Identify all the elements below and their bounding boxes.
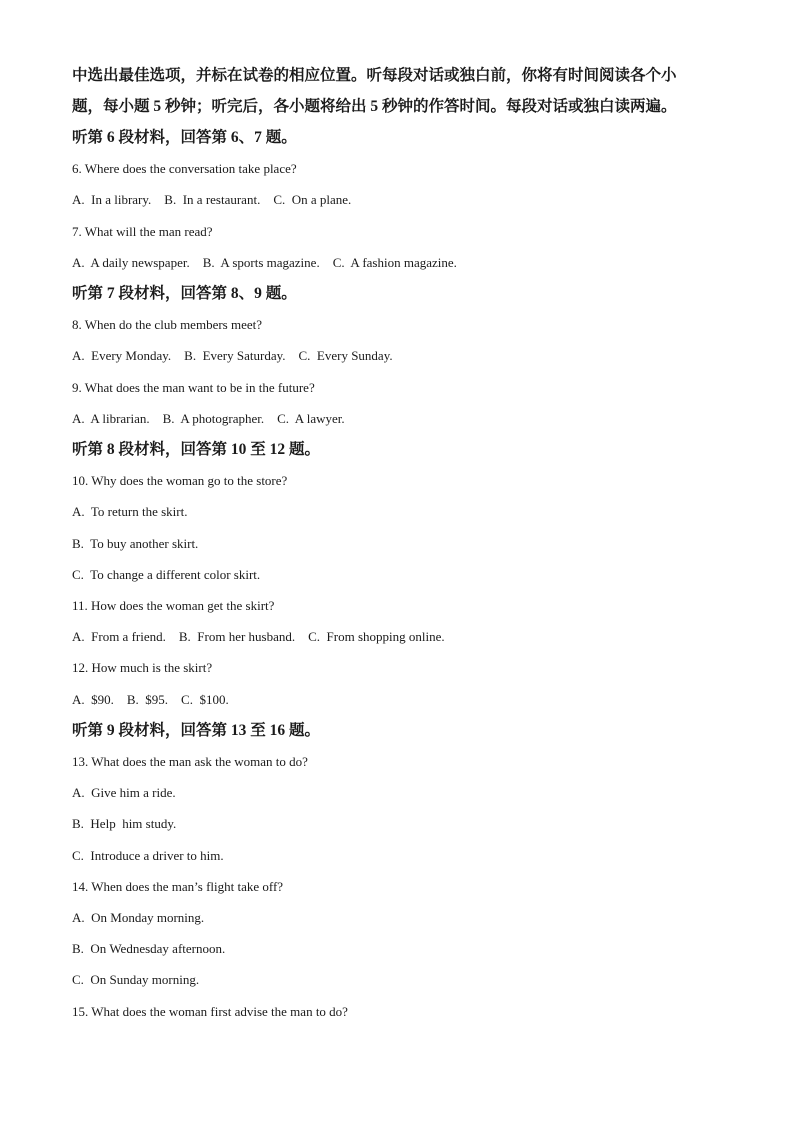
- question-6: 6. Where does the conversation take place?: [72, 161, 297, 177]
- section-heading: 听第 7 段材料，回答第 8、9 题。: [72, 285, 297, 303]
- option-10-c: C. To change a different color skirt.: [72, 566, 261, 582]
- section-heading: 听第 6 段材料，回答第 6、7 题。: [72, 129, 297, 146]
- question-13: 13. What does the man ask the woman to do?: [72, 754, 308, 770]
- option-14-b: B. On Wednesday afternoon.: [72, 941, 226, 957]
- section-heading: 听第 9 段材料，回答第 13 至 16 题。: [72, 721, 321, 739]
- options-9: A. A librarian. B. A photographer. C. A lawyer.: [72, 410, 345, 426]
- option-14-c: C. On Sunday morning.: [72, 972, 200, 988]
- instructions-line-1: 中选出最佳选项，并标在试卷的相应位置。听每段对话或独白前，你将有时间阅读各个小: [72, 67, 677, 84]
- options-8: A. Every Monday. B. Every Saturday. C. Every Sunday.: [72, 348, 393, 364]
- options-11: A. From a friend. B. From her husband. C. From shopping online.: [72, 629, 445, 645]
- option-13-a: A. Give him a ride.: [72, 785, 176, 801]
- question-7: 7. What will the man read?: [72, 223, 213, 239]
- question-9: 9. What does the man want to be in the future?: [72, 379, 315, 395]
- exam-page: [72, 60, 732, 1027]
- options-12: A. $90. B. $95. C. $100.: [72, 691, 229, 707]
- option-10-a: A. To return the skirt.: [72, 504, 188, 520]
- option-13-c: C. Introduce a driver to him.: [72, 847, 224, 863]
- question-8: 8. When do the club members meet?: [72, 317, 263, 333]
- question-11: 11. How does the woman get the skirt?: [72, 598, 275, 614]
- options-6: A. In a library. B. In a restaurant. C. On a plane.: [72, 192, 352, 208]
- option-14-a: A. On Monday morning.: [72, 910, 205, 926]
- option-13-b: B. Help him study.: [72, 816, 177, 832]
- instructions-line-2: 题，每小题 5 秒钟；听完后，各小题将给出 5 秒钟的作答时间。每段对话或独白读两遍。: [72, 98, 677, 115]
- question-15: 15. What does the woman first advise the man to do?: [72, 1003, 348, 1019]
- question-10: 10. Why does the woman go to the store?: [72, 473, 288, 489]
- question-14: 14. When does the man’s flight take off?: [72, 878, 284, 894]
- section-heading: 听第 8 段材料，回答第 10 至 12 题。: [72, 441, 321, 459]
- options-7: A. A daily newspaper. B. A sports magazine. C. A fashion magazine.: [72, 254, 457, 270]
- option-10-b: B. To buy another skirt.: [72, 535, 199, 551]
- question-12: 12. How much is the skirt?: [72, 660, 213, 676]
